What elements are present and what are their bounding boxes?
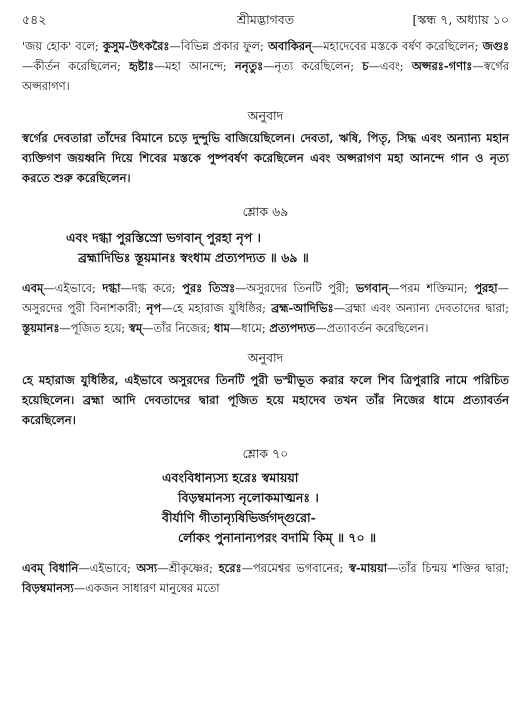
sanskrit-term: বিধানি xyxy=(49,561,79,575)
page-number: ৫৪২ xyxy=(22,12,47,27)
synonyms-paragraph xyxy=(22,36,509,96)
sanskrit-term: কুসুম-উৎকরৈঃ xyxy=(102,39,170,53)
scripture-page xyxy=(22,12,509,598)
sanskrit-term: জগুঃ xyxy=(482,39,509,53)
term-meaning: —অসুরদের পুরী বিনাশকারী; xyxy=(22,281,509,315)
term-meaning: —শ্রীকৃষ্ণের; xyxy=(157,561,219,575)
term-meaning: —প্রত্যাবর্তন করেছিলেন। xyxy=(315,321,429,335)
verse-heading: শ্লোক ৬৯ xyxy=(242,204,289,219)
sanskrit-term: এবম্ xyxy=(22,561,44,575)
sanskrit-term: হরেঃ xyxy=(218,561,242,575)
sanskrit-term: তিস্রঃ xyxy=(208,281,236,295)
sanskrit-term: অস্য xyxy=(136,561,158,575)
term-meaning: —পরম শক্তিমান; xyxy=(388,281,475,295)
sanskrit-term: হৃষ্টাঃ xyxy=(129,59,154,73)
term-meaning: —মহাদেবের মস্তকে বর্ষণ করেছিলেন; xyxy=(311,39,483,53)
verse-text xyxy=(22,228,509,268)
term-meaning: —এইভাবে; xyxy=(43,281,103,295)
term-meaning: —অসুরদের তিনটি পুরী; xyxy=(235,281,356,295)
verse-line: এবংবিধান্যস্য হরেঃ স্বমায়য়া xyxy=(162,470,299,485)
sanskrit-term: স্ব-মায়য়া xyxy=(349,561,388,575)
sanskrit-term: স্বম্ xyxy=(128,321,143,335)
sanskrit-term: ভগবান্ xyxy=(355,281,389,295)
sanskrit-term: অবাকিরন্ xyxy=(268,39,312,53)
term-meaning: —এইভাবে; xyxy=(78,561,137,575)
term-meaning: —তাঁর চিন্ময় শক্তির দ্বারা; xyxy=(387,561,510,575)
term-meaning: —এবং; xyxy=(368,59,412,73)
term-meaning: —ব্রহ্মা এবং অন্যান্য দেবতাদের দ্বারা; xyxy=(333,301,510,315)
sanskrit-term: দগ্ধা xyxy=(102,281,121,295)
translation-text: স্বর্গের দেবতারা তাঁদের বিমানে চড়ে দুন্দুভি বাজিয়েছিলেন। দেবতা, ঋষি, পিতৃ, সিদ্ধ এবং অন্যান্য মহান ব্যক্তিগণ জয়ধ্বনি দিয়ে শিবের মস্তকে পুষ্পবর্ষণ করেছিলেন এবং অপ্সরাগণ মহা আনন্দে গান ও নৃত্য করতে শুরু করেছিলেন। xyxy=(22,131,509,185)
sanskrit-term: ননৃতুঃ xyxy=(234,59,264,73)
term-meaning: —দগ্ধ করে; xyxy=(120,281,183,295)
synonyms-paragraph xyxy=(22,278,509,338)
term-meaning: —হে মহারাজ যুধিষ্ঠির; xyxy=(161,301,272,315)
term-meaning: 'জয় হোক' বলে; xyxy=(22,39,103,53)
term-meaning: —একজন সাধারণ মানুষের মতো xyxy=(73,581,220,595)
sanskrit-term: স্তূয়মানঃ xyxy=(22,321,60,335)
verse-line: বিড়ম্বমানস্য নৃলোকমাত্মনঃ । xyxy=(178,490,319,505)
sanskrit-term: চ xyxy=(362,59,369,73)
term-meaning: —তাঁর নিজের; xyxy=(142,321,214,335)
sanskrit-term: ব্রহ্ম-আদিভিঃ xyxy=(271,301,334,315)
term-meaning: —স্বর্গের অপ্সরাগণ। xyxy=(22,59,509,93)
canto-chapter: [স্কন্ধ ৭, অধ্যায় ১০ xyxy=(412,12,509,27)
page-header xyxy=(22,12,509,32)
translation-heading: অনুবাদ xyxy=(247,108,284,123)
term-meaning: —কীর্তন করেছিলেন; xyxy=(22,59,130,73)
sanskrit-term: ধাম xyxy=(213,321,230,335)
sanskrit-term: এবম্ xyxy=(22,281,44,295)
verse-line: বীর্যাণি গীতান্যৃষিভির্জগদ্গুরো- xyxy=(162,510,316,525)
verse-line: এবং দগ্ধা পুরস্তিস্রো ভগবান্ পুরহা নৃপ । xyxy=(66,230,262,245)
term-meaning: —পরমেশ্বর ভগবানের; xyxy=(241,561,349,575)
sanskrit-term: পুরঃ xyxy=(182,281,203,295)
term-meaning: —পূজিত হয়ে; xyxy=(59,321,129,335)
translation-text: হে মহারাজ যুধিষ্ঠির, এইভাবে অসুরদের তিনটি পুরী ভস্মীভূত করার ফলে শিব ত্রিপুরারি নামে পরিচিত হয়েছিলেন। ব্রহ্মা আদি দেবতাদের দ্বারা পূজিত হয়ে মহাদেব তখন তাঁর নিজের ধামে প্রত্যাবর্তন করেছিলেন। xyxy=(22,373,509,427)
term-meaning: —বিভিন্ন প্রকার ফুল; xyxy=(169,39,269,53)
book-title: শ্রীমদ্ভাগবত xyxy=(236,12,295,27)
sanskrit-term: বিড়ম্বমানস্য xyxy=(22,581,74,595)
sanskrit-term: নৃপ xyxy=(146,301,162,315)
synonyms-paragraph xyxy=(22,558,509,598)
sanskrit-term: পুরহা xyxy=(474,281,498,295)
term-meaning: —ধামে; xyxy=(229,321,270,335)
term-meaning: —মহা আনন্দে; xyxy=(153,59,235,73)
translation-heading: অনুবাদ xyxy=(247,350,284,365)
term-meaning: —নৃত্য করেছিলেন; xyxy=(263,59,363,73)
verse-heading: শ্লোক ৭০ xyxy=(242,446,289,461)
sanskrit-term: অপ্সরঃ-গণাঃ xyxy=(411,59,473,73)
verse-text xyxy=(22,468,509,548)
verse-line: র্লোকং পুনানান্যপরং বদামি কিম্ ॥ ৭০ ॥ xyxy=(178,530,377,545)
sanskrit-term: প্রত্যপদ্যত xyxy=(269,321,316,335)
verse-line: ব্রহ্মাদিভিঃ স্তূয়মানঃ স্বংধাম প্রত্যপদ্যত ॥ ৬৯ ॥ xyxy=(78,250,309,265)
